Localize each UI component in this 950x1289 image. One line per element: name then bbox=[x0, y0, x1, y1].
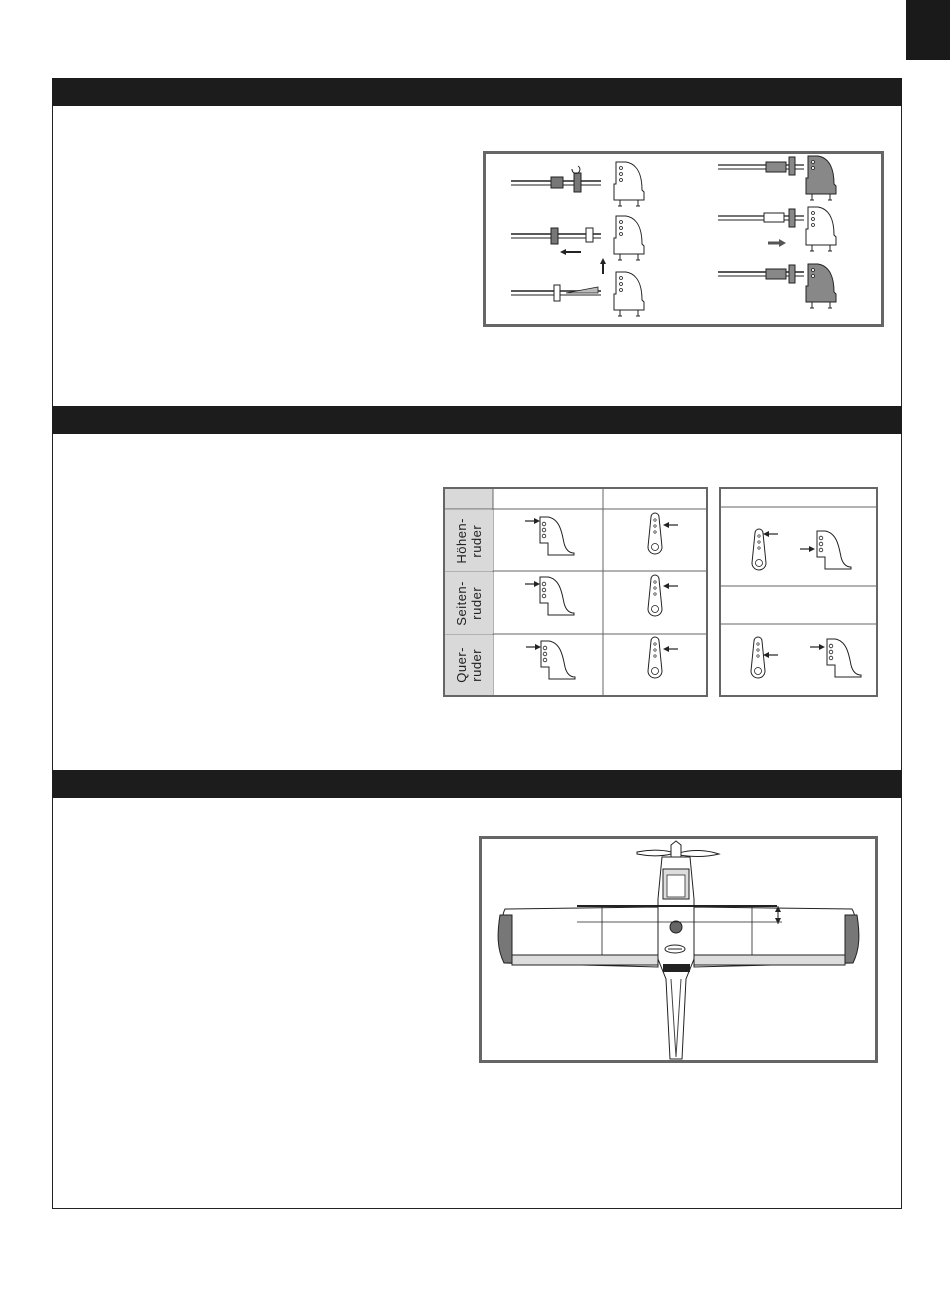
linkage-step-2 bbox=[511, 216, 644, 260]
alt-horn-drawings bbox=[721, 489, 876, 695]
alt-top-servo-arm-icon bbox=[752, 529, 778, 570]
section-bar-control-horns bbox=[52, 406, 902, 434]
rudder-horn-icon bbox=[525, 577, 574, 615]
alt-horn-panel bbox=[719, 487, 878, 697]
row-label-rudder bbox=[445, 572, 493, 634]
linkage-step-3 bbox=[511, 258, 644, 316]
propeller-icon bbox=[637, 841, 719, 857]
linkage-step-1 bbox=[511, 162, 644, 206]
row-label-line2: ruder bbox=[469, 524, 484, 557]
wing-right-icon bbox=[694, 907, 859, 967]
aileron-servo-arm-icon bbox=[648, 637, 678, 678]
aileron-horn-icon bbox=[526, 641, 575, 679]
page-corner-tab bbox=[906, 0, 950, 60]
row-label-line1: Quer- bbox=[454, 647, 469, 683]
control-horn-table bbox=[443, 487, 708, 697]
section-bar-linkage bbox=[52, 78, 902, 106]
row-label-line1: Höhen- bbox=[454, 517, 469, 564]
linkage-illustration bbox=[486, 154, 881, 324]
row-label-line2: ruder bbox=[469, 648, 484, 682]
linkage-figure bbox=[483, 151, 884, 327]
elevator-servo-arm-icon bbox=[648, 513, 678, 554]
wing-left-icon bbox=[498, 907, 658, 967]
row-label-aileron bbox=[445, 635, 493, 695]
row-label-line1: Seiten- bbox=[454, 580, 469, 626]
linkage-step-4 bbox=[718, 156, 836, 200]
airplane-illustration bbox=[482, 839, 875, 1060]
row-label-line2: ruder bbox=[469, 586, 484, 620]
alt-bottom-servo-arm-icon bbox=[751, 637, 778, 678]
fuselage-icon bbox=[658, 857, 694, 1059]
airplane-topview-figure bbox=[479, 836, 878, 1063]
linkage-step-5 bbox=[718, 207, 836, 251]
row-label-elevator bbox=[445, 510, 493, 571]
elevator-horn-icon bbox=[525, 517, 574, 555]
section-bar-cg-balance bbox=[52, 770, 902, 798]
alt-bottom-horn-icon bbox=[810, 639, 861, 677]
linkage-step-6 bbox=[718, 264, 836, 308]
rudder-servo-arm-icon bbox=[648, 575, 678, 616]
control-horn-drawings bbox=[493, 509, 706, 695]
alt-top-horn-icon bbox=[800, 531, 851, 569]
